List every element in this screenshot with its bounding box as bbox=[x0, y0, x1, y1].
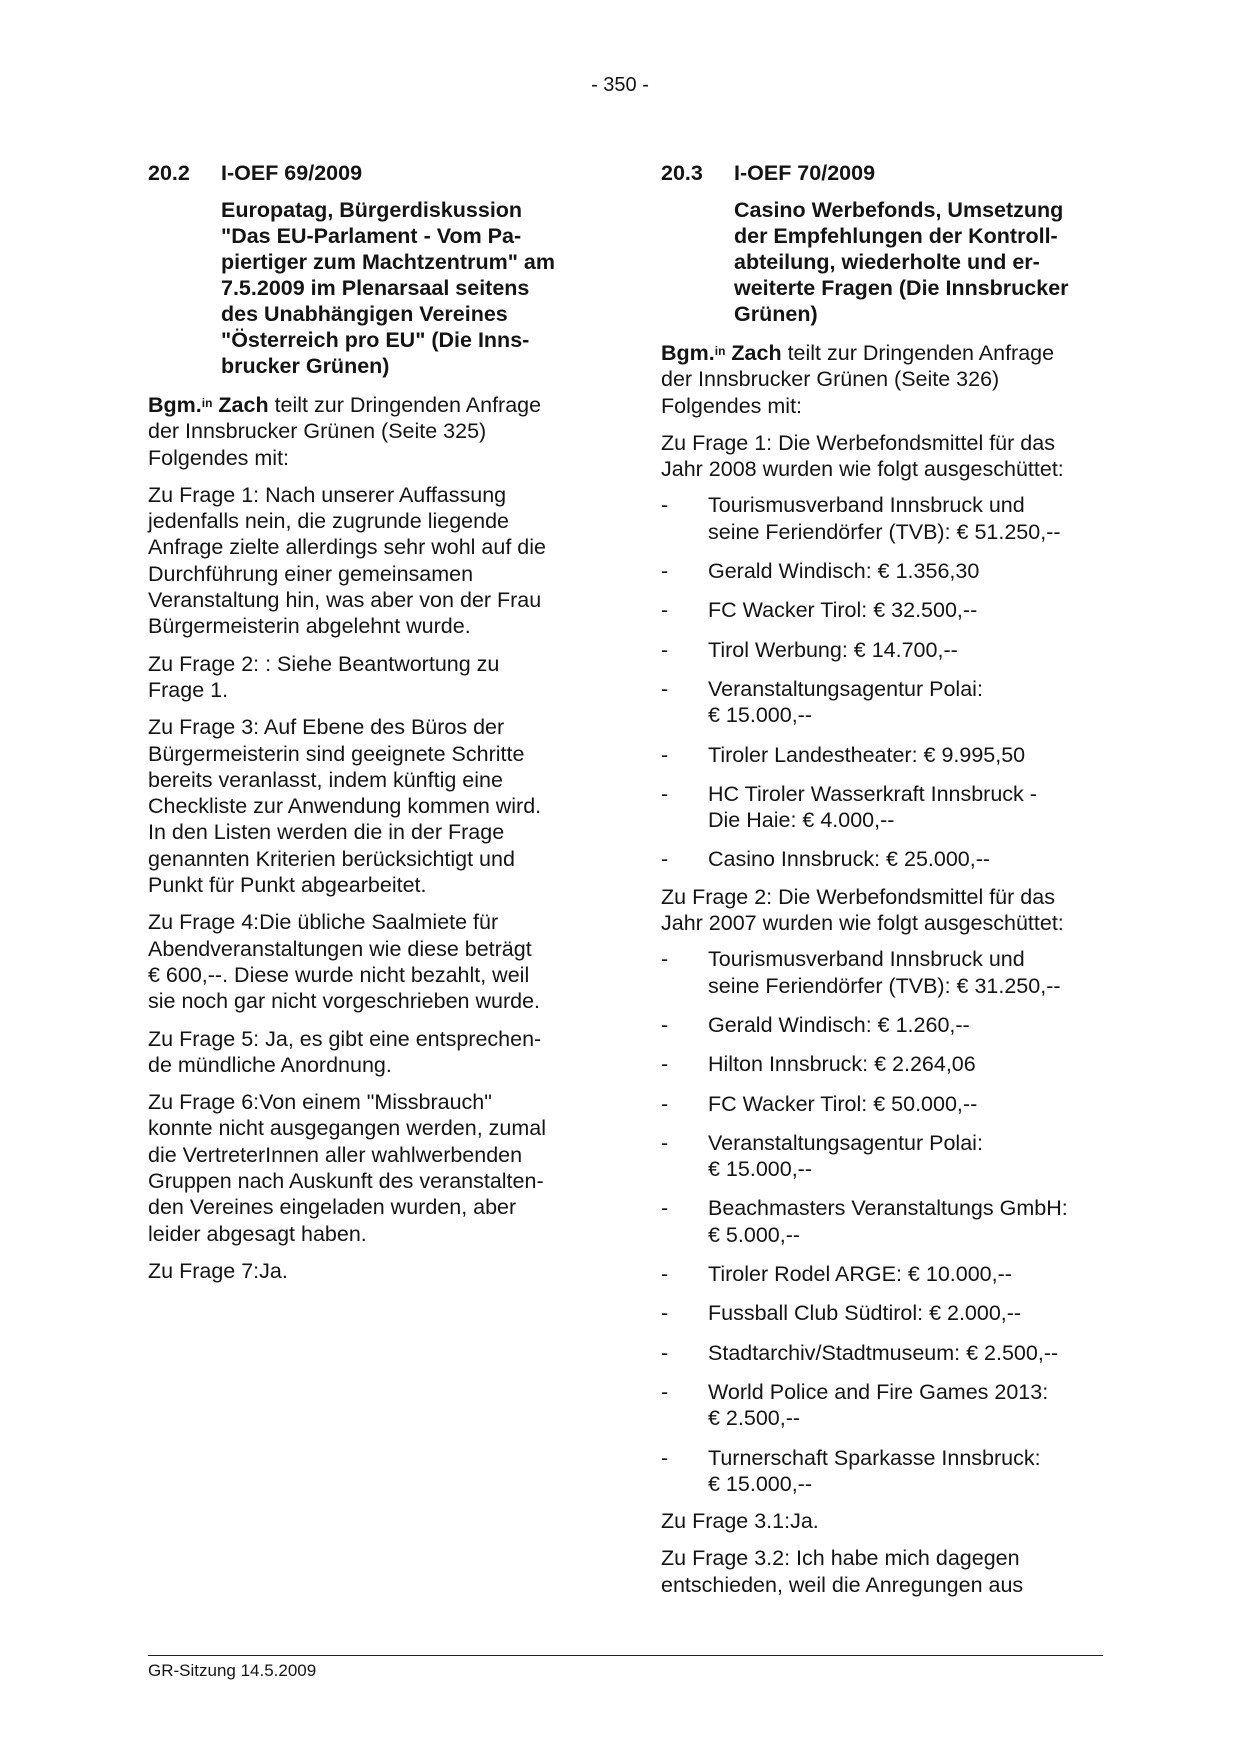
section-code: I-OEF 69/2009 bbox=[221, 161, 363, 185]
list-item bbox=[661, 637, 1103, 663]
list-item-text: Hilton Innsbruck: € 2.264,06 bbox=[708, 1052, 976, 1077]
dash-marker: - bbox=[661, 1196, 669, 1221]
answer-paragraph: Zu Frage 1: Nach unserer Auffassung jedenfalls nein, die zugrunde liegende Anfrage zielte allerdings sehr wohl auf die Durchführung einer gemeinsamen Veranstaltung hin, was aber von der Frau Bürgermeisterin abgelehnt wurde. bbox=[148, 482, 546, 639]
dash-marker: - bbox=[661, 1091, 669, 1116]
list-item bbox=[661, 1091, 1103, 1117]
list-item-text: Tiroler Landestheater: € 9.995,50 bbox=[708, 742, 1026, 767]
footer-divider bbox=[148, 1655, 1103, 1656]
dash-marker: - bbox=[661, 1445, 669, 1470]
dash-marker: - bbox=[661, 947, 669, 972]
intro-text: teilt zur Dringenden Anfrage der Innsbrucker Grünen (Seite 325) Folgendes mit: bbox=[148, 393, 542, 470]
list-item-text: Tirol Werbung: € 14.700,-- bbox=[708, 637, 958, 662]
intro-name: Zach bbox=[218, 393, 269, 417]
intro-paragraph bbox=[148, 392, 588, 471]
list-item bbox=[661, 946, 1103, 999]
list-item-text: Fussball Club Südtirol: € 2.000,-- bbox=[708, 1301, 1022, 1326]
list-item-text: Tiroler Rodel ARGE: € 10.000,-- bbox=[708, 1262, 1012, 1287]
intro-superscript: in bbox=[201, 396, 213, 410]
list-item-text: World Police and Fire Games 2013: € 2.500,-- bbox=[708, 1379, 1049, 1431]
list-item-text: Veranstaltungsagentur Polai: € 15.000,-- bbox=[708, 676, 983, 728]
list-item-text: Casino Innsbruck: € 25.000,-- bbox=[708, 847, 991, 872]
right-column bbox=[661, 160, 1103, 1598]
dash-marker: - bbox=[661, 1262, 669, 1287]
answer-paragraph: Zu Frage 2: : Siehe Beantwortung zu Frage 1. bbox=[148, 651, 500, 702]
list-item-text: Veranstaltungsagentur Polai: € 15.000,-- bbox=[708, 1130, 983, 1182]
dash-marker: - bbox=[661, 847, 669, 872]
footer-session-date: GR-Sitzung 14.5.2009 bbox=[148, 1661, 317, 1680]
dash-marker: - bbox=[661, 493, 669, 518]
dash-marker: - bbox=[661, 637, 669, 662]
funding-list-2008 bbox=[661, 492, 1103, 872]
list-item bbox=[661, 1340, 1103, 1366]
question-1-paragraph: Zu Frage 1: Die Werbefondsmittel für das Jahr 2008 wurden wie folgt ausgeschüttet: bbox=[661, 430, 1064, 482]
list-item bbox=[661, 1012, 1103, 1038]
page-number: - 350 - bbox=[591, 74, 649, 96]
list-item bbox=[661, 1445, 1103, 1498]
answer-paragraph: Zu Frage 7:Ja. bbox=[148, 1258, 288, 1283]
dash-marker: - bbox=[661, 1340, 669, 1365]
list-item bbox=[661, 1261, 1103, 1287]
list-item-text: Gerald Windisch: € 1.260,-- bbox=[708, 1012, 970, 1037]
funding-list-2007 bbox=[661, 946, 1103, 1497]
list-item-text: HC Tiroler Wasserkraft Innsbruck - Die Haie: € 4.000,-- bbox=[708, 781, 1037, 833]
dash-marker: - bbox=[661, 1301, 669, 1326]
answer-paragraph: Zu Frage 5: Ja, es gibt eine entsprechen- de mündliche Anordnung. bbox=[148, 1026, 542, 1077]
section-number: 20.3 bbox=[661, 161, 703, 185]
dash-marker: - bbox=[661, 676, 669, 701]
list-item bbox=[661, 492, 1103, 545]
answer-paragraph: Zu Frage 6:Von einem "Missbrauch" konnte nicht ausgegangen werden, zumal die VertreterInnen aller wahlwerbenden Gruppen nach Auskunft des veranstalten- den Vereines eingeladen wurden, aber leider abgesagt haben. bbox=[148, 1090, 547, 1246]
section-number: 20.2 bbox=[148, 161, 190, 185]
section-subtitle: Casino Werbefonds, Umsetzung der Empfehlungen der Kontroll- abteilung, wiederholte und er- weiterte Fragen (Die Innsbrucker Grünen) bbox=[734, 198, 1069, 326]
list-item-text: Turnerschaft Sparkasse Innsbruck: € 15.000,-- bbox=[708, 1445, 1041, 1496]
dash-marker: - bbox=[661, 559, 669, 584]
dash-marker: - bbox=[661, 1012, 669, 1037]
intro-superscript: in bbox=[714, 344, 726, 358]
list-item bbox=[661, 558, 1103, 584]
list-item bbox=[661, 676, 1103, 729]
section-code: I-OEF 70/2009 bbox=[734, 161, 876, 185]
question-3-1-paragraph: Zu Frage 3.1:Ja. bbox=[661, 1509, 819, 1534]
left-column bbox=[148, 160, 588, 1284]
intro-name: Zach bbox=[731, 341, 782, 365]
answer-paragraph: Zu Frage 3: Auf Ebene des Büros der Bürgermeisterin sind geeignete Schritte bereits veranlasst, indem künftig eine Checkliste zur Anwendung kommen wird. In den Listen werden die in der Frage genannten Kriterien berücksichtigt und Punkt für Punkt abgearbeitet. bbox=[148, 715, 542, 898]
dash-marker: - bbox=[661, 1130, 669, 1155]
answer-paragraph: Zu Frage 4:Die übliche Saalmiete für Abendveranstaltungen wie diese beträgt € 600,--. Diese wurde nicht bezahlt, weil sie noch gar nicht vorgeschrieben wurde. bbox=[148, 910, 540, 1014]
intro-title: Bgm. bbox=[148, 393, 202, 417]
list-item bbox=[661, 1130, 1103, 1183]
list-item-text: Tourismusverband Innsbruck und seine Feriendörfer (TVB): € 31.250,-- bbox=[708, 947, 1061, 998]
list-item bbox=[661, 742, 1103, 768]
list-item-text: Tourismusverband Innsbruck und seine Feriendörfer (TVB): € 51.250,-- bbox=[708, 493, 1061, 544]
list-item bbox=[661, 1379, 1103, 1432]
list-item-text: Stadtarchiv/Stadtmuseum: € 2.500,-- bbox=[708, 1340, 1059, 1365]
dash-marker: - bbox=[661, 598, 669, 623]
list-item bbox=[661, 781, 1103, 834]
intro-title: Bgm. bbox=[661, 341, 715, 365]
question-2-paragraph: Zu Frage 2: Die Werbefondsmittel für das Jahr 2007 wurden wie folgt ausgeschüttet: bbox=[661, 884, 1064, 936]
list-item bbox=[661, 1051, 1103, 1077]
section-heading-20-3 bbox=[661, 160, 1103, 186]
section-subtitle: Europatag, Bürgerdiskussion "Das EU-Parlament - Vom Pa- piertiger zum Machtzentrum" am 7.5.2009 im Plenarsaal seitens des Unabhängigen Vereines "Österreich pro EU" (Die Inns- brucker Grünen) bbox=[221, 198, 555, 378]
dash-marker: - bbox=[661, 781, 669, 806]
list-item bbox=[661, 1300, 1103, 1326]
section-heading-20-2 bbox=[148, 160, 588, 186]
dash-marker: - bbox=[661, 742, 669, 767]
list-item-text: Beachmasters Veranstaltungs GmbH: € 5.000,-- bbox=[708, 1196, 1068, 1247]
intro-text: teilt zur Dringenden Anfrage der Innsbrucker Grünen (Seite 326) Folgendes mit: bbox=[661, 341, 1055, 418]
intro-paragraph bbox=[661, 340, 1103, 419]
list-item-text: Gerald Windisch: € 1.356,30 bbox=[708, 559, 980, 584]
list-item bbox=[661, 597, 1103, 623]
list-item bbox=[661, 846, 1103, 872]
question-3-2-paragraph: Zu Frage 3.2: Ich habe mich dagegen entschieden, weil die Anregungen aus bbox=[661, 1546, 1024, 1597]
list-item bbox=[661, 1195, 1103, 1248]
dash-marker: - bbox=[661, 1052, 669, 1077]
dash-marker: - bbox=[661, 1379, 669, 1404]
list-item-text: FC Wacker Tirol: € 50.000,-- bbox=[708, 1091, 978, 1116]
list-item-text: FC Wacker Tirol: € 32.500,-- bbox=[708, 598, 978, 623]
